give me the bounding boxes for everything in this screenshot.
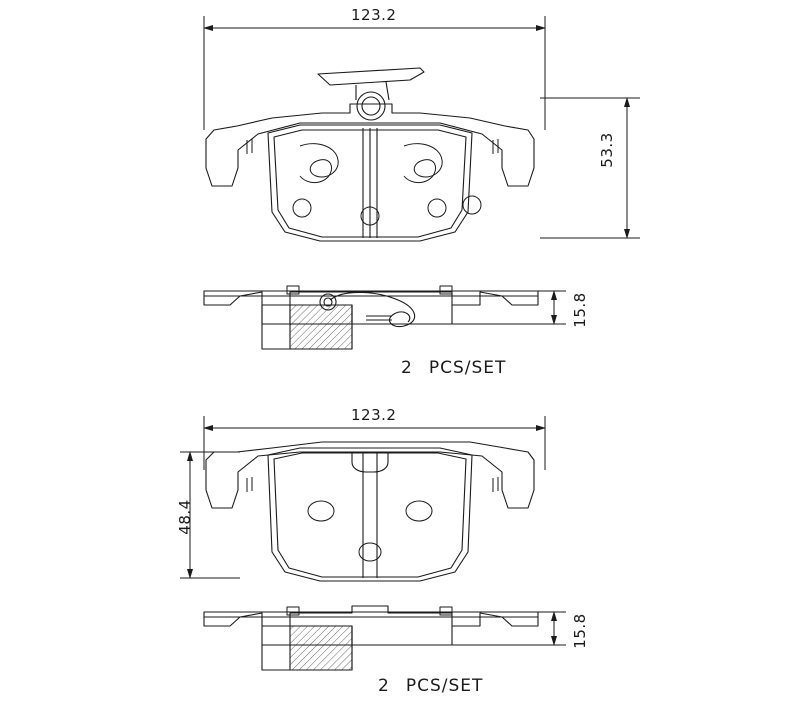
rear-pad-outline xyxy=(206,104,534,241)
quantity-count-rear: 2 xyxy=(401,358,413,378)
dimension-label-front-height: 48.4 xyxy=(176,499,194,535)
quantity-unit-rear: PCS/SET xyxy=(428,358,507,378)
dimension-label-rear-width: 123.2 xyxy=(351,6,397,24)
dimension-label-rear-height: 53.3 xyxy=(598,132,616,168)
dimension-label-rear-thickness: 15.8 xyxy=(571,292,589,328)
dimension-front-width xyxy=(204,416,545,470)
dimension-rear-width xyxy=(204,16,545,130)
rear-pad-ear-details xyxy=(247,139,498,154)
quantity-unit-front: PCS/SET xyxy=(405,676,484,696)
wear-sensor-clip xyxy=(318,68,424,120)
front-pad-ear-details xyxy=(247,477,498,492)
rear-pad-side-outline xyxy=(204,291,545,349)
front-side-tabs xyxy=(287,607,452,615)
dimension-rear-height xyxy=(540,98,640,238)
front-friction-features xyxy=(308,501,432,561)
front-pad-outline xyxy=(206,442,534,581)
quantity-count-front: 2 xyxy=(378,676,390,696)
quantity-front-set xyxy=(378,676,483,696)
rear-friction-features xyxy=(293,144,481,225)
quantity-rear-set xyxy=(401,358,506,378)
dimension-label-front-thickness: 15.8 xyxy=(571,613,589,649)
dimension-label-front-width: 123.2 xyxy=(351,406,397,424)
front-pad-side-outline xyxy=(204,606,545,670)
